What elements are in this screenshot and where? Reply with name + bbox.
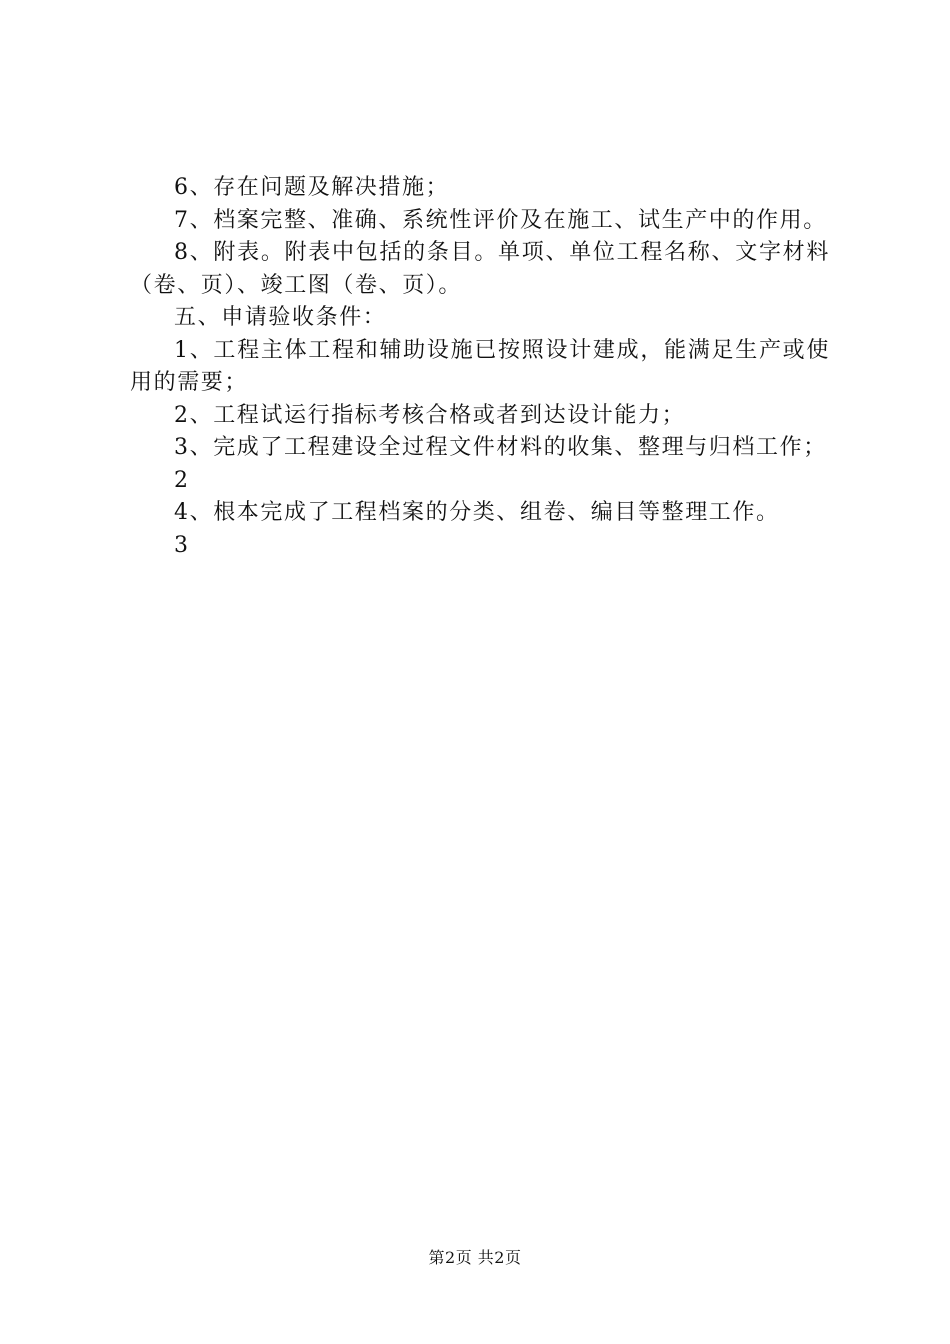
section-heading-acceptance-conditions: 五、申请验收条件： — [174, 305, 387, 330]
paragraph-condition-4: 4、根本完成了工程档案的分类、组卷、编目等整理工作。 — [174, 500, 780, 525]
paragraph-condition-3: 3、完成了工程建设全过程文件材料的收集、整理与归档工作； — [174, 435, 827, 460]
stray-number-3: 3 — [174, 532, 190, 558]
paragraph-attached-tables: 8、附表。附表中包括的条目。单项、单位工程名称、文字材料（卷、页）、竣工图（卷、页）。 — [130, 240, 830, 298]
stray-number-2: 2 — [174, 467, 190, 493]
paragraph-condition-1: 1、工程主体工程和辅助设施已按照设计建成，能满足生产或使用的需要； — [130, 337, 830, 395]
paragraph-condition-2: 2、工程试运行指标考核合格或者到达设计能力； — [174, 402, 686, 428]
page-number-footer: 第2页 共2页 — [428, 1248, 522, 1267]
paragraph-problems-solutions: 6、存在问题及解决措施； — [174, 175, 450, 200]
paragraph-archive-evaluation: 7、档案完整、准确、系统性评价及在施工、试生产中的作用。 — [174, 207, 827, 233]
document-body — [130, 172, 830, 562]
